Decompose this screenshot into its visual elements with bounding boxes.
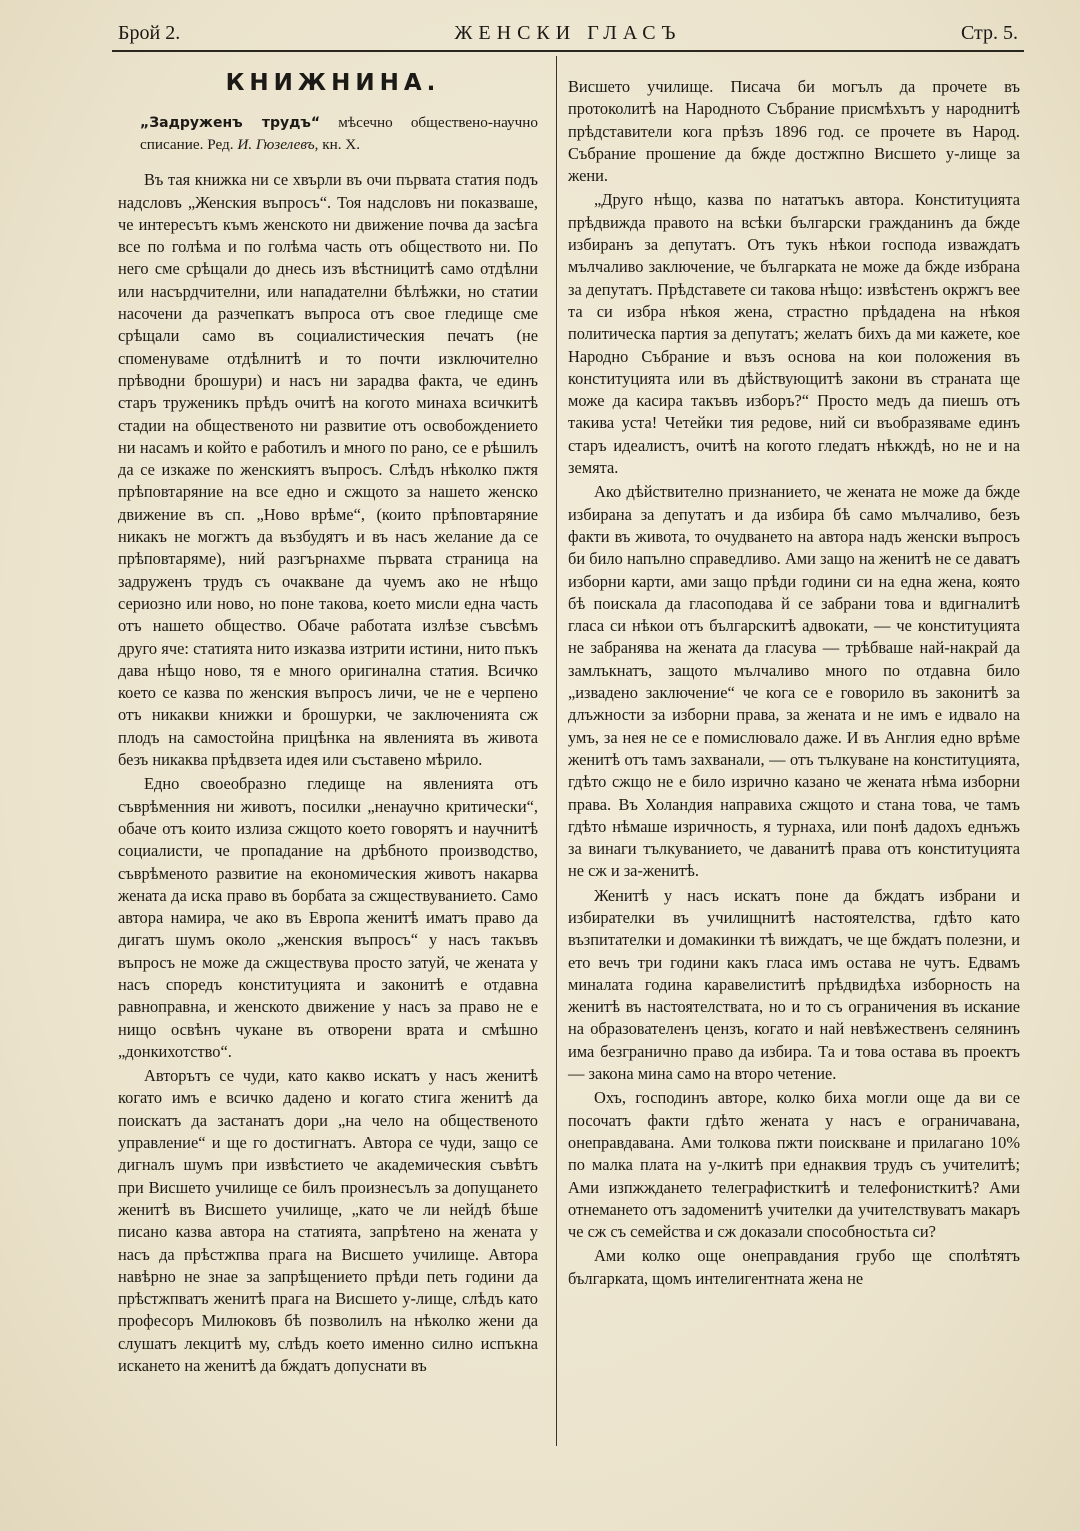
review-editor: И. Гюзелевъ (237, 136, 315, 154)
issue-number: Брой 2. (118, 22, 181, 44)
paragraph: Едно своеобразно гледище на явленията отъ съврѣменния ни животъ, посилки „ненаучно критически“, обаче отъ които излиза сжщото което говорятъ и научнитѣ социалисти, че пропадание на дрѣбното производство, съврѣменото развитие на економическия животъ накарва жената да иска право въ борбата за сжществуванието. Само автора намира, че ако въ Европа женитѣ иматъ право да дигатъ шумъ около „женския въпросъ“ у насъ такъвъ въпросъ не може да сжществува просто затуй, че жената у насъ споредъ конституцията и законитѣ е отдавна равноправна, и женското движение у насъ за право не е нищо освѣнъ чукане въ отворени врата и смѣшно „донкихотство“. (118, 774, 538, 1061)
review-publication: „Задруженъ трудъ“ (140, 115, 321, 132)
paragraph: Ако дѣйствително признанието, че жената не може да бжде избирана за депутатъ и да избира бѣ само мълчаливо, безъ факти въ живота, то очудването на автора надъ женски въпросъ би било напълно справедливо. Ами защо на женитѣ не се даватъ изборни карти, ами защо прѣди години си на една жена, която бѣ поискала да гласоподава й се забрани това и вдигналитѣ гласа си нѣкои отъ българскитѣ адвокати, — че конституцията не забранява на жената да гласува — трѣбваше най-накрай да замлъкнатъ, защото мълчаливо много по отдавна било „извадено заключение“ че кога се е говорило въ законитѣ за длъжности за изборни права, за жената и не имъ е идвало на умъ, за нея не се е помислювало даже. И въ Англия едно врѣме женитѣ отъ тамъ захванали, — отъ тълкуване на конституцията, гдѣто сжщо не е било изрично казано че жената нѣма изборни права. Въ Холандия направиха сжщото и стана това, че тамъ гдѣто нѣмаше изричность, я турнаха, или понѣ дадохъ еднъжъ за винаги тълкуванието, че даванитѣ права отъ конституцията не сж и за-женитѣ. (568, 482, 1020, 881)
left-column (118, 66, 538, 1377)
paragraph: Въ тая книжка ни се хвърли въ очи първата статия подъ надсловъ „Женския въпросъ“. Тоя надсловъ ни показваше, че интересътъ къмъ женското ни движение почва да засѣга все по голѣма и по голѣма часть отъ обществото ни. По него сме срѣщали до днесь изъ вѣстницитѣ само отдѣлни или насърдчителни, или нападателни бѣлѣжки, но статии насочени да разчепкатъ въпроса отъ свое гледище сме срѣщали само въ социалистическия печатъ (не споменуваме отдѣлнитѣ и то почти изключително прѣводни брошури) и насъ ни зарадва факта, че единъ старъ труженикъ прѣдъ очитѣ на когото минаха всичкитѣ стадии на общественото ни развитие отъ освобождението ни насамъ и който е работилъ и много по рано, се е рѣшилъ да се изкаже по женскиятъ въпросъ. Слѣдъ нѣколко пжтя прѣповтаряние на все едно и сжщото за нашето женско движение въ сп. „Ново врѣме“, (които прѣповтаряние никакъ не могжтъ да възбудятъ и въ насъ желание да се прѣповтаряме), ний разгърнахме първата страница на задруженъ трудъ съ очакване да чуемъ ако не нѣщо сериозно или ново, но поне такова, което мисли една часть отъ нашето общество. Обаче работата излѣзе съвсѣмъ друго яче: статията нито изказва изтрити истини, нито пъкъ дава нѣщо ново, тя е много оригинална статия. Всичко което се казва по женския въпросъ личи, че не е черпено отъ никакви книжки и брошурки, че заключенията сж плодъ на самостойна прицѣнка на явленията въ живота безъ никаква прѣдвзета идея или съставено мѣрило. (118, 170, 538, 770)
header-rule (112, 50, 1024, 52)
paragraph: Висшето училище. Писача би могълъ да прочете въ протоколитѣ на Народното Събрание присмѣхътъ у народнитѣ прѣдставители кога прѣзъ 1896 год. се прочете въ Народ. Събрание прошение да бжде достжпно Висшето у-лище за жени. (568, 77, 1020, 186)
paragraph: „Друго нѣщо, казва по нататъкъ автора. Конституцията прѣдвижда правото на всѣки български гражданинъ да бжде избиранъ за депутатъ. Отъ тукъ нѣкои господа изваждатъ мълчаливо заключение, че българката не може да бжде избрана за депутатъ. Прѣдставете си такова нѣщо: извѣстенъ окржгъ вее та си избра нѣкоя жена, страстно прѣдадена на нѣкоя политическа партия за депутатъ; желатъ бихъ да ми кажете, кое Народно Събрание и възъ основа на кои положения въ конституцията или въ дѣйствующитѣ закони въ страната ще може да касира такъвъ изборъ?“ Просто медъ да пиешъ отъ такива уста! Четейки тия редове, ний си въобразяваме единъ старъ идеалистъ, очитѣ на когото гледатъ нѣкждѣ, но не и на земята. (568, 190, 1020, 478)
page-header (118, 22, 1018, 52)
paragraph: Ами колко още онеправдания грубо ще сполѣтятъ българката, щомъ интелигентната жена не (568, 1246, 1020, 1288)
page-number: Стр. 5. (960, 22, 1018, 44)
review-issue: , кн. X. (314, 136, 361, 154)
review-citation (140, 112, 538, 155)
right-column (568, 76, 1020, 1290)
paragraph: Охъ, господинъ авторе, колко биха могли още да ви се посочатъ факти гдѣто жената у насъ е ограничавана, онеправдавана. Ами толкова пжти поискване и прилагано 10% по малка плата на у-лкитѣ при еднаквия трудъ съ учителитѣ; Ами изпжждането телеграфисткитѣ и телефонисткитѣ? Ами отнемането отъ задоменитѣ учителки да учителствуватъ макаръ че сж съ семейства и сж доказали способностьта си? (568, 1088, 1020, 1242)
paragraph: Авторътъ се чуди, като какво искатъ у насъ женитѣ когато имъ е всичко дадено и когато стига женитѣ да поискатъ да застанатъ дори „на чело на общественото управление“ и ще го достигнатъ. Автора се чуди, защо се дигналъ шумъ при извѣстието че академическия съвѣтъ при Висшето училище се билъ произнесълъ за допущането женитѣ въ Висшето училище, „като че ли нейдѣ бѣше писано казва автора на статията, запрѣтено на жената у насъ да прѣстжпва прага на Висшето училище. Автора навѣрно не знае за запрѣщението прѣди петь години да прѣстжпватъ женитѣ прага на Висшето у-лище, слѣдъ като професоръ Милюковъ бѣ позволилъ на нѣколко жени да слушатъ лекцитѣ му, слѣдъ което именно силно испъкна искането на женитѣ да бждатъ допуснати въ (118, 1066, 538, 1376)
paragraph: Женитѣ у насъ искатъ поне да бждатъ избрани и избирателки въ училищнитѣ настоятелства, гдѣто като възпитателки и домакинки тѣ виждатъ, че ще бждатъ полезни, и ето вечъ три години какъ гласа имъ остава не чутъ. Едвамъ миналата година каравелиститѣ прѣдвидѣха изборность на женитѣ въ настоятелствата, но и то съ ограничения въ искание на образователенъ цензъ, когато и най невѣжественъ селянинъ има безгранично право да избира. Та и това остава въ проектъ — закона мина само на второ четение. (568, 885, 1020, 1084)
column-divider (556, 56, 557, 1446)
section-title: КНИЖНИНА. (225, 70, 441, 96)
journal-title: ЖЕНСКИ ГЛАСЪ (454, 22, 682, 44)
review-description: мѣсечно обществено-научно списание. Ред. (140, 114, 538, 154)
